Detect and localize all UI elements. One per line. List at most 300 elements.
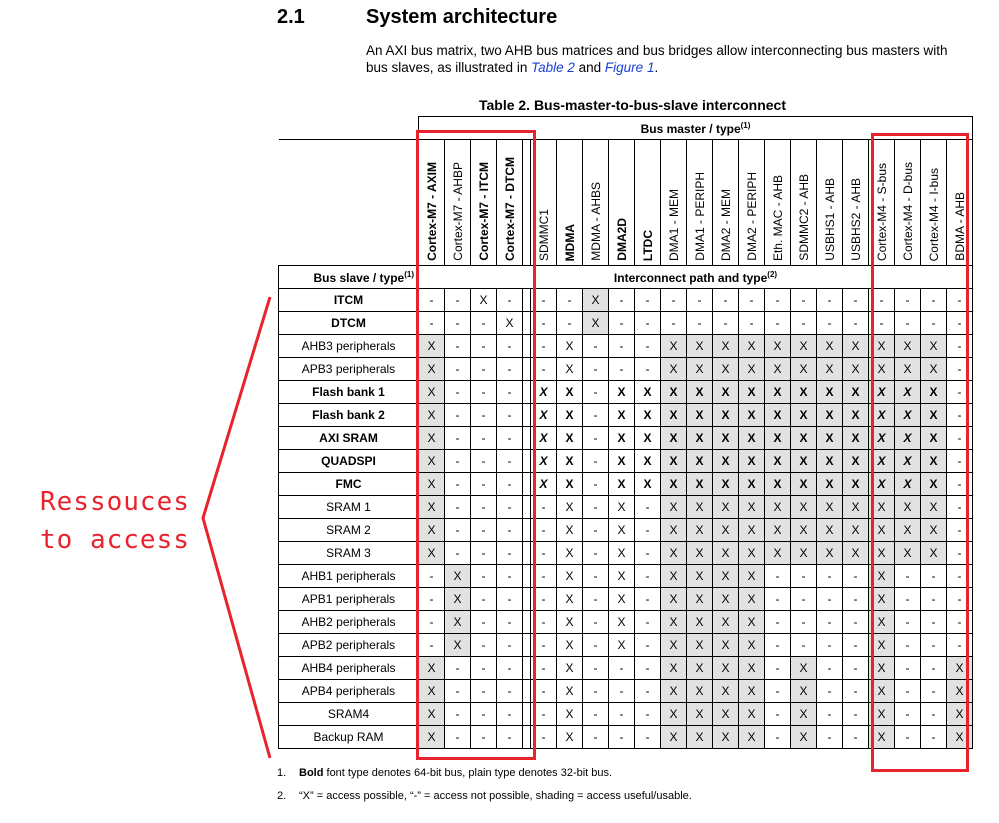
access-cell: - bbox=[445, 335, 471, 358]
access-cell: X bbox=[765, 404, 791, 427]
access-cell: X bbox=[661, 588, 687, 611]
access-cell: X bbox=[687, 680, 713, 703]
access-cell: - bbox=[583, 473, 609, 496]
access-cell: - bbox=[791, 611, 817, 634]
access-cell: X bbox=[419, 450, 445, 473]
access-cell: X bbox=[635, 427, 661, 450]
access-cell: X bbox=[817, 358, 843, 381]
footnote-2 bbox=[277, 790, 692, 802]
access-cell: - bbox=[609, 726, 635, 749]
master-column-header: Cortex-M7 - AHBP bbox=[445, 140, 471, 266]
access-cell: - bbox=[843, 703, 869, 726]
table-row bbox=[279, 427, 973, 450]
access-cell: - bbox=[609, 335, 635, 358]
access-cell: X bbox=[609, 542, 635, 565]
access-cell: X bbox=[869, 703, 895, 726]
slave-name: APB4 peripherals bbox=[279, 680, 419, 703]
access-cell: X bbox=[609, 450, 635, 473]
access-cell: X bbox=[445, 588, 471, 611]
access-cell: X bbox=[609, 381, 635, 404]
access-cell: X bbox=[609, 427, 635, 450]
master-column-header: USBHS2 - AHB bbox=[843, 140, 869, 266]
access-cell: X bbox=[661, 404, 687, 427]
access-cell: - bbox=[843, 634, 869, 657]
access-cell: X bbox=[947, 657, 973, 680]
access-cell: X bbox=[817, 542, 843, 565]
access-cell: - bbox=[471, 496, 497, 519]
section-number: 2.1 bbox=[277, 6, 305, 28]
access-cell: X bbox=[895, 358, 921, 381]
access-cell: - bbox=[497, 680, 523, 703]
access-cell: - bbox=[583, 496, 609, 519]
access-cell: - bbox=[765, 611, 791, 634]
access-cell: - bbox=[895, 289, 921, 312]
access-cell: X bbox=[531, 450, 557, 473]
access-cell: - bbox=[687, 312, 713, 335]
access-cell: X bbox=[419, 519, 445, 542]
access-cell: - bbox=[687, 289, 713, 312]
slave-name: AHB1 peripherals bbox=[279, 565, 419, 588]
access-cell: - bbox=[471, 519, 497, 542]
slave-name: SRAM 3 bbox=[279, 542, 419, 565]
access-cell: X bbox=[635, 381, 661, 404]
access-cell: X bbox=[765, 358, 791, 381]
access-cell: X bbox=[713, 358, 739, 381]
access-cell: - bbox=[635, 726, 661, 749]
master-column-header: DMA1 - PERIPH bbox=[687, 140, 713, 266]
access-cell: - bbox=[921, 726, 947, 749]
access-cell: X bbox=[921, 335, 947, 358]
access-cell: - bbox=[635, 680, 661, 703]
access-cell: X bbox=[557, 634, 583, 657]
access-cell: X bbox=[661, 680, 687, 703]
access-cell: X bbox=[739, 565, 765, 588]
access-cell: - bbox=[947, 565, 973, 588]
access-cell: X bbox=[713, 381, 739, 404]
access-cell: X bbox=[687, 358, 713, 381]
access-cell: - bbox=[497, 450, 523, 473]
access-cell: - bbox=[921, 565, 947, 588]
table-title: Table 2. Bus-master-to-bus-slave interconnect bbox=[478, 97, 787, 113]
access-cell: X bbox=[817, 404, 843, 427]
access-cell: - bbox=[843, 611, 869, 634]
access-cell: - bbox=[471, 381, 497, 404]
access-cell: X bbox=[739, 496, 765, 519]
access-cell: X bbox=[843, 381, 869, 404]
access-cell: X bbox=[869, 588, 895, 611]
access-cell: - bbox=[921, 634, 947, 657]
access-cell: - bbox=[497, 496, 523, 519]
master-column-header: DMA2 - MEM bbox=[713, 140, 739, 266]
slave-name: FMC bbox=[279, 473, 419, 496]
access-cell: - bbox=[817, 703, 843, 726]
access-cell: X bbox=[739, 588, 765, 611]
access-cell: - bbox=[609, 289, 635, 312]
table-row bbox=[279, 335, 973, 358]
access-cell: X bbox=[895, 519, 921, 542]
access-cell: - bbox=[583, 634, 609, 657]
access-cell: X bbox=[791, 496, 817, 519]
section-title: System architecture bbox=[366, 6, 558, 28]
access-cell: - bbox=[843, 588, 869, 611]
access-cell: - bbox=[921, 657, 947, 680]
access-cell: X bbox=[531, 404, 557, 427]
access-cell: - bbox=[445, 427, 471, 450]
access-cell: - bbox=[497, 427, 523, 450]
access-cell: X bbox=[791, 381, 817, 404]
access-cell: X bbox=[609, 611, 635, 634]
access-cell: X bbox=[687, 703, 713, 726]
access-cell: - bbox=[947, 427, 973, 450]
access-cell: X bbox=[661, 519, 687, 542]
master-column-header: MDMA - AHBS bbox=[583, 140, 609, 266]
access-cell: X bbox=[713, 588, 739, 611]
access-cell: X bbox=[739, 381, 765, 404]
master-column-header: Cortex-M4 - I-bus bbox=[921, 140, 947, 266]
footnote-text: “X” = access possible, “-” = access not possible, shading = access useful/usable. bbox=[299, 790, 692, 802]
slave-name: APB2 peripherals bbox=[279, 634, 419, 657]
access-cell: X bbox=[445, 634, 471, 657]
access-cell: X bbox=[661, 381, 687, 404]
access-cell: - bbox=[583, 565, 609, 588]
access-cell: X bbox=[765, 381, 791, 404]
access-cell: - bbox=[583, 335, 609, 358]
access-cell: - bbox=[791, 289, 817, 312]
access-cell: - bbox=[497, 289, 523, 312]
access-cell: X bbox=[713, 657, 739, 680]
access-cell: - bbox=[817, 289, 843, 312]
access-cell: - bbox=[445, 358, 471, 381]
access-cell: X bbox=[817, 335, 843, 358]
access-cell: X bbox=[817, 519, 843, 542]
access-cell: - bbox=[471, 565, 497, 588]
access-cell: - bbox=[531, 358, 557, 381]
access-cell: - bbox=[497, 565, 523, 588]
access-cell: X bbox=[739, 542, 765, 565]
access-cell: - bbox=[471, 726, 497, 749]
access-cell: X bbox=[739, 634, 765, 657]
table-row bbox=[279, 404, 973, 427]
access-cell: - bbox=[921, 611, 947, 634]
slave-name: APB1 peripherals bbox=[279, 588, 419, 611]
master-column-header: Eth. MAC - AHB bbox=[765, 140, 791, 266]
access-cell: X bbox=[739, 519, 765, 542]
table-row bbox=[279, 611, 973, 634]
access-cell: X bbox=[921, 358, 947, 381]
access-cell: - bbox=[497, 473, 523, 496]
access-cell: - bbox=[497, 611, 523, 634]
access-cell: X bbox=[687, 335, 713, 358]
access-cell: - bbox=[947, 312, 973, 335]
access-cell: X bbox=[869, 611, 895, 634]
access-cell: X bbox=[713, 450, 739, 473]
access-cell: X bbox=[687, 473, 713, 496]
access-cell: - bbox=[471, 611, 497, 634]
access-cell: X bbox=[557, 427, 583, 450]
table-row bbox=[279, 680, 973, 703]
access-cell: - bbox=[895, 703, 921, 726]
access-cell: X bbox=[921, 473, 947, 496]
access-cell: X bbox=[531, 427, 557, 450]
access-cell: - bbox=[739, 312, 765, 335]
access-cell: X bbox=[661, 726, 687, 749]
access-cell: - bbox=[713, 289, 739, 312]
access-cell: X bbox=[557, 450, 583, 473]
access-cell: X bbox=[869, 450, 895, 473]
access-cell: X bbox=[739, 703, 765, 726]
table-row bbox=[279, 588, 973, 611]
master-column-header: SDMMC2 - AHB bbox=[791, 140, 817, 266]
access-cell: X bbox=[713, 519, 739, 542]
access-cell: X bbox=[609, 565, 635, 588]
access-cell: - bbox=[635, 289, 661, 312]
table-row bbox=[279, 358, 973, 381]
access-cell: X bbox=[497, 312, 523, 335]
access-cell: - bbox=[895, 312, 921, 335]
access-cell: X bbox=[791, 519, 817, 542]
access-cell: - bbox=[471, 312, 497, 335]
access-cell: - bbox=[947, 496, 973, 519]
footnote-bold-word: Bold bbox=[299, 767, 324, 779]
access-cell: X bbox=[713, 335, 739, 358]
slave-name: AXI SRAM bbox=[279, 427, 419, 450]
access-cell: X bbox=[895, 473, 921, 496]
access-cell: X bbox=[687, 404, 713, 427]
access-cell: X bbox=[661, 565, 687, 588]
access-cell: X bbox=[419, 542, 445, 565]
table-row bbox=[279, 542, 973, 565]
access-cell: - bbox=[635, 312, 661, 335]
access-cell: X bbox=[843, 496, 869, 519]
slave-name: AHB3 peripherals bbox=[279, 335, 419, 358]
access-cell: - bbox=[635, 703, 661, 726]
access-cell: - bbox=[445, 703, 471, 726]
access-cell: - bbox=[947, 358, 973, 381]
access-cell: - bbox=[661, 312, 687, 335]
access-cell: X bbox=[609, 634, 635, 657]
access-cell: X bbox=[557, 542, 583, 565]
access-cell: - bbox=[419, 634, 445, 657]
access-cell: - bbox=[471, 680, 497, 703]
access-cell: - bbox=[843, 657, 869, 680]
access-cell: X bbox=[869, 473, 895, 496]
access-cell: - bbox=[947, 542, 973, 565]
resources-note bbox=[40, 483, 190, 559]
table-row bbox=[279, 381, 973, 404]
access-cell: X bbox=[687, 381, 713, 404]
access-cell: X bbox=[713, 565, 739, 588]
footnote-number: 2. bbox=[277, 790, 287, 802]
access-cell: X bbox=[687, 542, 713, 565]
access-cell: - bbox=[921, 680, 947, 703]
access-cell: - bbox=[817, 312, 843, 335]
intro-text: An AXI bus matrix, two AHB bus matrices and bus bridges allow interconnecting bus masters with bus slaves, as illustrated in bbox=[366, 43, 948, 75]
access-cell: - bbox=[843, 680, 869, 703]
access-cell: - bbox=[583, 381, 609, 404]
access-cell: - bbox=[791, 565, 817, 588]
access-cell: X bbox=[791, 703, 817, 726]
access-cell: - bbox=[609, 703, 635, 726]
access-cell: - bbox=[765, 726, 791, 749]
access-cell: X bbox=[765, 519, 791, 542]
access-cell: - bbox=[921, 588, 947, 611]
access-cell: X bbox=[869, 519, 895, 542]
access-cell: X bbox=[419, 703, 445, 726]
access-cell: - bbox=[869, 312, 895, 335]
access-cell: - bbox=[583, 726, 609, 749]
access-cell: X bbox=[557, 680, 583, 703]
table-row bbox=[279, 565, 973, 588]
access-cell: - bbox=[765, 634, 791, 657]
access-cell: X bbox=[921, 450, 947, 473]
access-cell: - bbox=[583, 542, 609, 565]
access-cell: X bbox=[583, 312, 609, 335]
master-column-header: DMA2D bbox=[609, 140, 635, 266]
access-cell: - bbox=[497, 404, 523, 427]
access-cell: - bbox=[471, 358, 497, 381]
access-cell: - bbox=[609, 358, 635, 381]
access-cell: - bbox=[947, 450, 973, 473]
access-cell: - bbox=[583, 680, 609, 703]
access-cell: - bbox=[765, 703, 791, 726]
access-cell: - bbox=[947, 634, 973, 657]
access-cell: - bbox=[419, 588, 445, 611]
access-cell: X bbox=[419, 680, 445, 703]
access-cell: X bbox=[419, 404, 445, 427]
access-cell: X bbox=[739, 427, 765, 450]
access-cell: X bbox=[713, 634, 739, 657]
access-cell: - bbox=[765, 312, 791, 335]
access-cell: - bbox=[445, 381, 471, 404]
access-cell: X bbox=[869, 565, 895, 588]
access-cell: - bbox=[921, 703, 947, 726]
access-cell: X bbox=[661, 657, 687, 680]
access-cell: X bbox=[869, 358, 895, 381]
access-cell: X bbox=[557, 335, 583, 358]
access-cell: X bbox=[609, 496, 635, 519]
access-cell: - bbox=[445, 312, 471, 335]
access-cell: X bbox=[635, 404, 661, 427]
access-cell: - bbox=[791, 634, 817, 657]
access-cell: X bbox=[557, 473, 583, 496]
access-cell: X bbox=[895, 542, 921, 565]
access-cell: - bbox=[419, 289, 445, 312]
access-cell: X bbox=[713, 542, 739, 565]
access-cell: X bbox=[419, 657, 445, 680]
table-row bbox=[279, 473, 973, 496]
access-cell: - bbox=[471, 542, 497, 565]
table-row bbox=[279, 450, 973, 473]
access-cell: - bbox=[895, 565, 921, 588]
slave-name: AHB4 peripherals bbox=[279, 657, 419, 680]
slave-name: Flash bank 1 bbox=[279, 381, 419, 404]
access-cell: - bbox=[713, 312, 739, 335]
access-cell: X bbox=[419, 427, 445, 450]
access-cell: - bbox=[947, 473, 973, 496]
table-row bbox=[279, 519, 973, 542]
access-cell: X bbox=[687, 611, 713, 634]
access-cell: - bbox=[765, 289, 791, 312]
access-cell: - bbox=[497, 358, 523, 381]
access-cell: - bbox=[471, 335, 497, 358]
access-cell: X bbox=[687, 657, 713, 680]
access-cell: - bbox=[471, 473, 497, 496]
access-cell: X bbox=[739, 404, 765, 427]
access-cell: X bbox=[557, 404, 583, 427]
access-cell: X bbox=[609, 519, 635, 542]
access-cell: - bbox=[497, 335, 523, 358]
access-cell: X bbox=[419, 381, 445, 404]
access-cell: X bbox=[557, 726, 583, 749]
access-cell: X bbox=[713, 611, 739, 634]
access-cell: X bbox=[687, 496, 713, 519]
access-cell: - bbox=[817, 657, 843, 680]
access-cell: - bbox=[531, 611, 557, 634]
master-column-header: Cortex-M4 - D-bus bbox=[895, 140, 921, 266]
master-column-header: LTDC bbox=[635, 140, 661, 266]
access-cell: X bbox=[609, 404, 635, 427]
intro-text-mid: and bbox=[574, 60, 605, 75]
access-cell: - bbox=[531, 726, 557, 749]
access-cell: X bbox=[843, 335, 869, 358]
access-cell: - bbox=[895, 657, 921, 680]
master-column-header: DMA2 - PERIPH bbox=[739, 140, 765, 266]
access-cell: - bbox=[817, 565, 843, 588]
access-cell: X bbox=[921, 381, 947, 404]
access-cell: X bbox=[765, 450, 791, 473]
access-cell: X bbox=[791, 473, 817, 496]
access-cell: - bbox=[583, 427, 609, 450]
access-cell: X bbox=[557, 611, 583, 634]
access-cell: X bbox=[557, 588, 583, 611]
access-cell: X bbox=[661, 358, 687, 381]
access-cell: X bbox=[635, 450, 661, 473]
access-cell: - bbox=[609, 657, 635, 680]
access-cell: X bbox=[739, 358, 765, 381]
access-cell: X bbox=[713, 726, 739, 749]
access-cell: - bbox=[635, 542, 661, 565]
footnote-1 bbox=[277, 767, 612, 779]
access-cell: X bbox=[765, 496, 791, 519]
access-cell: X bbox=[661, 427, 687, 450]
table-row bbox=[279, 726, 973, 749]
access-cell: X bbox=[817, 473, 843, 496]
intro-paragraph bbox=[366, 42, 966, 76]
bus-slave-header: Bus slave / type$^{(1)}$ bbox=[279, 266, 419, 289]
access-cell: X bbox=[921, 496, 947, 519]
access-cell: X bbox=[713, 473, 739, 496]
access-cell: X bbox=[687, 450, 713, 473]
figure-1-link[interactable]: Figure 1 bbox=[604, 60, 655, 75]
access-cell: - bbox=[531, 519, 557, 542]
access-cell: X bbox=[895, 381, 921, 404]
access-cell: X bbox=[419, 358, 445, 381]
access-cell: - bbox=[791, 312, 817, 335]
access-cell: X bbox=[445, 565, 471, 588]
table-2-link[interactable]: Table 2 bbox=[531, 60, 575, 75]
access-cell: X bbox=[739, 450, 765, 473]
access-cell: - bbox=[895, 726, 921, 749]
access-cell: - bbox=[635, 657, 661, 680]
access-cell: X bbox=[817, 450, 843, 473]
access-cell: X bbox=[739, 680, 765, 703]
slave-name: QUADSPI bbox=[279, 450, 419, 473]
access-cell: X bbox=[869, 381, 895, 404]
access-cell: X bbox=[609, 588, 635, 611]
access-cell: - bbox=[635, 496, 661, 519]
access-cell: X bbox=[739, 473, 765, 496]
access-cell: - bbox=[445, 680, 471, 703]
